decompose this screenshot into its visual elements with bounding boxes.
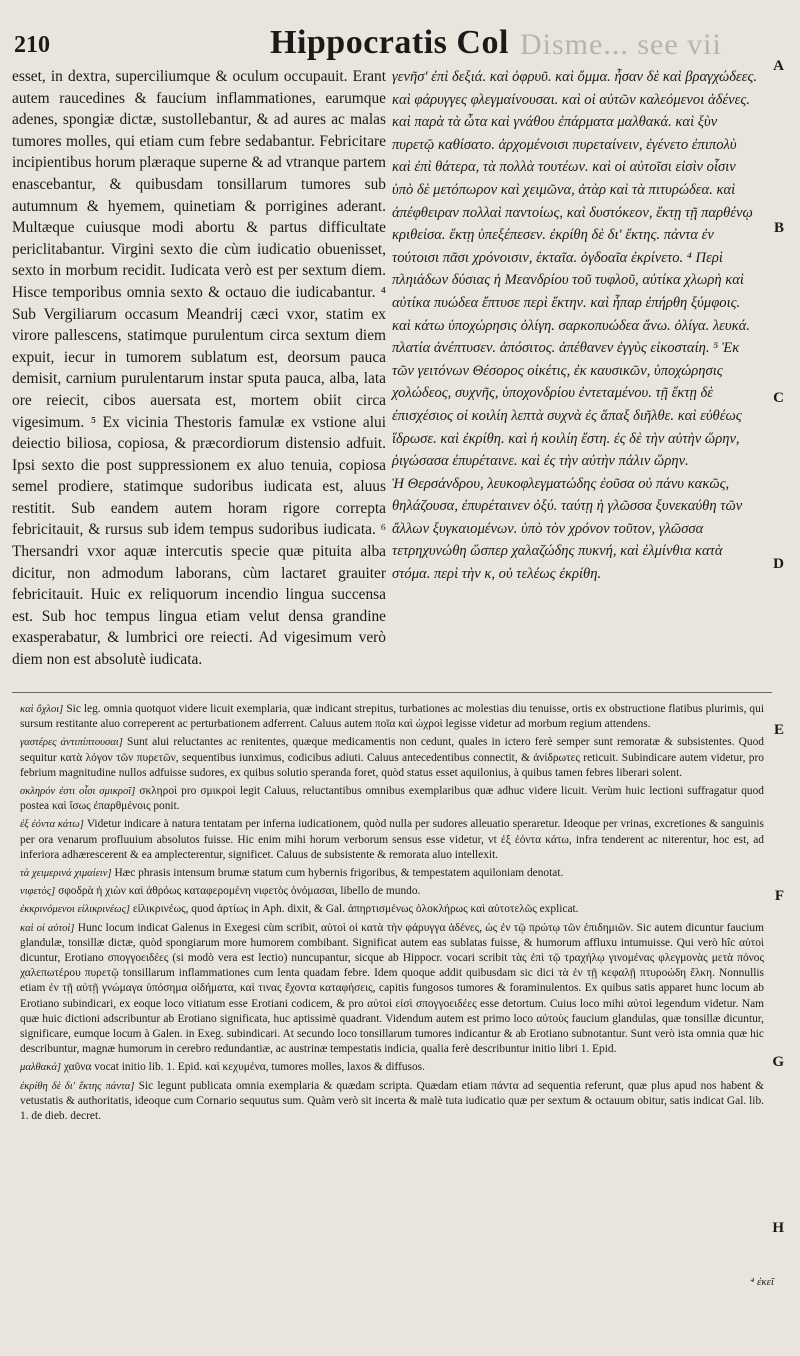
notes-divider: [12, 692, 772, 693]
page-header: [0, 18, 800, 68]
latin-paragraph: esset, in dextra, superciliumque & oculum occupauit. Erant autem raucedines & faucium inflammationes, earumque adenes, spongiæ dictæ, sustollebantur, & ad aures ac malas tumores molles, qui etiam cum febre sedabantur. Febricitare incipientibus horum plæraque superne & ad vtranque partem enascebantur, & quibusdam tonsillarum tumores sub autumnum & hyemem, quinetiam & porrigines aderant. Multæque cuiusque modi abortu & partus difficultate periclitabantur. Virgini sexto die cùm iudicatio obuenisset, sexto in morbum recidit. Iudicata verò est per sextum diem. Hisce temporibus omnia sexto & octauo die iudicabantur. ⁴ Sub Vergiliarum occasum Meandrij cæci vxor, statim ex virore pallescens, statimque purulentum circa sextum diem expuit, iecur in tumorem sublatum est, deorsum pauca demisit, carnium purulentarum instar sputa pauca, alba, lata ore reiecit, cibos auersata est, mortem obiit circa vigesimum. ⁵ Ex vicinia Thestoris famulæ ex vstione alui deiectio biliosa, copiosa, & præcordiorum distensio adfuit. Ipsi sexto die post suppressionem ex aluo tenuia, copiosa semel prodiere, statimque sudoribus iudicata est, aluus restitit. Sub eandem autem horam rigore correpta febricitauit, & rursus sub idem tempus sudoribus iudicata. ⁶ Thersandri vxor aquæ intercutis specie quæ pituita alba dicitur, non admodum laborans, cùm lactaret grauiter febricitauit. Huic ex reliquorum incendio lingua succensa est. Sub hoc tempus lingua etiam velut densa grandine exasperabatur, & lumbrici ore reiecti. Ad vigesimum verò diem non est absolutè iudicata.: [12, 68, 386, 669]
note-text: Hunc locum indicat Galenus in Exegesi cùm scribit, αὐτοὶ οἱ κατὰ τὴν φάρυγγα ἀδένες, ὡς ἐν τῷ πρώτῳ τῶν ἐπιδημιῶν. Sic autem dicuntur faucium glandulæ, tonsillæ dictæ, quòd spongiarum more humorem combibant. Significat autem eas sublatas fuisse, & humorum affluxu intumuisse. Qui verò hîc αὐτοὶ dicuntur, Erotiano σπογγοειδέες (si modò vera est lectio) nuncupantur, sicque ab Hippocr. vocari scribit τὰς ἐπὶ τῷ τραχήλῳ γινομένας φλεγμονὰς μετὰ πόνος χαλεπωτέρου πυρετῷ tonsillarum inflammationes cum lenta quadam febre. Idem quoque addit quibusdam sic dici τὰ ἐν τῇ κεφαλῇ πτυροώδη ἕλκη. Nonnullis etiam ἐν τῇ αὐτῇ γνώμαγα ὑπόσημα οἰδήματα, καὶ τινας ἔχοντα καταφήσεις, capitis fungosos tumores & foraminulentos. Ex quibus satis apparet hunc locum ab Erotiano subindicari, ex eoque loco vitiatum esse Erotiani codicem, & pro αὐτοὶ εἰσὶ σπογγοειδέες esse detortum. Cuius loco mihi αὐτοὶ legendum videtur. Nam quæ huic dictioni adscribuntur ab Erotiano significata, huc aptissimè quadrant. Videndum autem est primo loco αὐτοὺς faucium glandulas, quæ tonsillæ dicuntur, significare, eumque locum à Galen. in Exeg. subindicari. At secundo loco tonsillarum tumores indicantur & ab Erotiano subnotantur. Sunt verò ista omnia quæ hic describuntur, magnæ humorum in cerebro redundantiæ, ac austrinæ tempestatis indicia, qualia ferè describuntur initio libri 1. Epid.: [20, 921, 764, 1056]
note-lemma: καὶ οἱ αὐτοὶ]: [20, 922, 75, 934]
note: [20, 866, 764, 881]
note: [20, 817, 764, 863]
note-lemma: γαστέρες ἀντιπίπτουσαι]: [20, 737, 123, 749]
note-lemma: ἐκρίθη δὲ δι' ἕκτης πάντα]: [20, 1080, 135, 1092]
note-text: Hæc phrasis intensum brumæ statum cum hybernis frigoribus, & tempestatem aquiloniam denotat.: [114, 867, 564, 880]
note-text: Sunt alui reluctantes ac renitentes, quæque medicamentis non cedunt, quales in ictero ferè semper sunt remoratæ & subsistentes. Quod sequitur κατὰ λόγον τῶν πυρετῶν, sequentibus iunximus, codicibus adiuti. Caluus antecedentibus connectit, & ἀνίδρωτες reticuit. Subindicare autem videtur, pro febrium magnitudine nullos adfuisse sudores, ex quibus solutio speranda foret, quòd status esset aquilonius, à quibus tamen febres liberari solent.: [20, 736, 764, 779]
note-lemma: σκληρόν ἐστι οἷσι σμικροῖ]: [20, 786, 136, 798]
note-text: Sic leg. omnia quotquot videre licuit exemplaria, quæ indicant strepitus, turbationes ac molestias diu tenuisse, ortis ex obstructione flatibus plurimis, qui sursum restitante aluo correperent ac perturbationem adferrent. Caluus autem ποῖα καὶ ὠχροὶ legisse videtur ad morbum regium attendens.: [20, 703, 764, 731]
note-text: σφοδρὰ ἡ χιὼν καὶ ἀθρόως καταφερομένη νιφετὸς ὀνόμασαι, libello de mundo.: [58, 885, 421, 898]
margin-letter: B: [773, 220, 784, 236]
note-lemma: νιφετὸς]: [20, 886, 56, 898]
note-text: σκληροὶ pro σμικροὶ legit Caluus, reluctantibus omnibus exemplaribus quæ adhuc videre licuit. Verùm huic lectioni suffragatur quod postea καὶ ἴσως ἐπαρθμένοις ponit.: [20, 785, 764, 813]
note: [20, 902, 764, 917]
note-text: Sic legunt publicata omnia exemplaria & quædam scripta. Quædam etiam πάντα ad sequentia referunt, quæ plus apud nos habent & vetustatis & authoritatis, ideoque cum Cornario sequutus sum. Quàm verò sit incerta & malè tuta iudicatio quæ per sextum & octauum obitur, satis indicat Gal. lib. 1. de dieb. decret.: [20, 1079, 764, 1123]
catchword: ⁴ ἐκεῖ: [750, 1276, 774, 1288]
margin-letter: E: [773, 722, 784, 738]
greek-column: [392, 66, 758, 586]
note-lemma: καὶ ὄχλοι]: [20, 704, 64, 715]
note-text: Videtur indicare à natura tentatam per inferna iudicationem, quòd nulla per sudores alleuatio speraretur. Ideoque per vrinas, excretiones & sanguinis per ora venarum profluuium absolutos fuisse. Hic enim mihi horum verborum sensus esse videtur, vt ἐξ ἐόντα κάτω, infra tenderent ac niterentur, hoc est, ad inferiora adhærescerent & ea amplecterentur, significet. Caluus de subsistente & remorata aluo intellexit.: [20, 818, 764, 861]
note-lemma: μαλθακά]: [20, 1062, 61, 1074]
margin-letter: G: [772, 1054, 784, 1070]
margin-letter: C: [773, 390, 784, 406]
latin-column: [12, 66, 386, 671]
note: [20, 1060, 764, 1075]
greek-paragraph: Ἡ Θερσάνδρου, λευκοφλεγματώδης ἐοῦσα οὐ πάνυ κακῶς, θηλάζουσα, ἐπυρέταινεν ὀξύ. ταύτῃ ἡ γλῶσσα ξυνεκαύθη τῶν ἄλλων ξυγκαιομένων. ὑπὸ τὸν χρόνον τοῦτον, γλῶσσα τετρηχυνώθη ὥσπερ χαλαζώδης πυκνή, καὶ ἑλμίνθια κατὰ στόμα. περὶ τὴν κ, οὐ τελέως ἐκρίθη.: [392, 475, 743, 583]
note: [20, 702, 764, 732]
note: [20, 784, 764, 814]
note-lemma: ἐκκρινόμενοι εἰλικρινέως]: [20, 904, 130, 916]
page-number: 210: [14, 32, 50, 58]
bleed-through-text: Disme... see vii: [520, 28, 722, 61]
note-lemma: ἐξ ἐόντα κάτω]: [20, 819, 84, 831]
note: [20, 921, 764, 1058]
note: [20, 735, 764, 781]
note-text: χαῦνα vocat initio lib. 1. Epid. καὶ κεχυμένα, tumores molles, laxos & diffusos.: [63, 1061, 425, 1074]
note: [20, 1079, 764, 1125]
note-lemma: τὰ χειμερινά χιμαίειν]: [20, 868, 112, 880]
margin-letter: A: [773, 58, 784, 74]
margin-letter: D: [773, 556, 784, 572]
annotations: [20, 702, 764, 1127]
margin-letter: H: [772, 1220, 784, 1236]
note: [20, 884, 764, 899]
margin-letter: F: [774, 888, 784, 904]
greek-paragraph: γενῆσ' ἐπὶ δεξιά. καὶ ὀφρυῦ. καὶ ὄμμα. ἦσαν δὲ καὶ βραγχώδεες. καὶ φάρυγγες φλεγμαίνουσαι. καὶ οἱ αὐτῶν καλεόμενοι ἀδένες. καὶ παρὰ τὰ ὦτα καὶ γνάθου ἐπάρματα μαλθακά. καὶ ξὺν πυρετῷ καθίσατο. ἀρχομένοισι πυρεταίνειν, ἐγένετο ἐπιπολὺ καὶ ἐπὶ θάτερα, τὰ πολλὰ τουτέων. καὶ οἱ αὐτοῖσι εἰσὶν οἷσιν ὑπὸ δὲ μετόπωρον καὶ χειμῶνα, ἀτὰρ καὶ τὰ πιτυρώδεα. καὶ ἀπέφθειραν πολλαὶ παντοίως, καὶ δυστόκεον, ἕκτῃ τῇ παρθένῳ κριθείσα. ἕκτῃ ὑπεξέπεσεν. ἐκρίθη δὲ δι' ἕκτης. πάντα ἐν τούτοισι πᾶσι χρόνοισιν, ἑκταῖα. ὀγδοαῖα ἐκρίνετο. ⁴ Περὶ πληιάδων δύσιας ἡ Μεανδρίου τοῦ τυφλοῦ, αὐτίκα χλωρὴ καὶ αὐτίκα πυώδεα ἔπτυσε περὶ ἕκτην. καὶ ἧπαρ ἐπήρθη ξύμφοις. καὶ κάτω ὑποχώρησις ὀλίγη. σαρκοπυώδεα ἄνω. ὀλίγα. λευκά. πλατία ἀνέπτυσεν. ἀπόσιτος. ἀπέθανεν ἐγγὺς εἰκοσταίη. ⁵ Ἐκ τῶν γειτόνων Θέσορος οἰκέτις, ἐκ καυσικῶν, ὑποχώρησις χολώδεος, συχνῆς, ὑποχονδρίου ἐντεταμένου. τῇ ἕκτῃ δὲ ἐπισχέσιος οἱ κοιλίη λεπτὰ συχνὰ ἐς ἅπαξ διῆλθε. καὶ εὐθέως ἵδρωσε. καὶ ἐκρίθη. καὶ ἡ κοιλίη ἔστη. ἐς δὲ τὴν αὐτὴν ὥρην, ῥιγώσασα ἐπυρέταινε. καὶ ἐς τὴν αὐτὴν πάλιν ὥρην.: [392, 69, 758, 470]
running-head: Hippocratis Col: [270, 24, 509, 61]
note-text: εἰλικρινέως, quod ἀρτίως in Aph. dixit, & Gal. ἀπηρτισμένως ὁλοκλήρως καὶ αὐτοτελῶς explicat.: [132, 903, 579, 916]
